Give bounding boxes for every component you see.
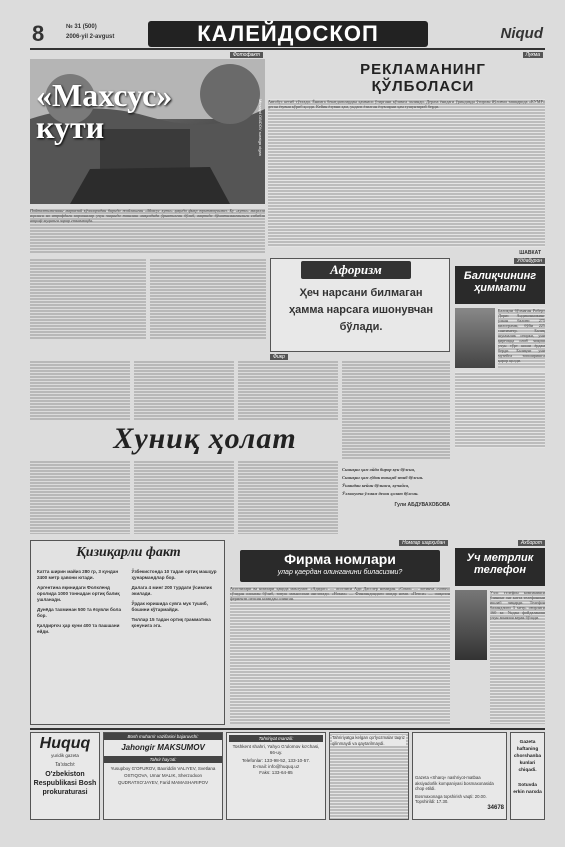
address: Toshkent shahri, Yahyo G'ulomov ko'chasi, 66-uy. — [232, 744, 320, 755]
printed-time: Bosmaxonaga topshirish vaqti: 20.00. Topshirildi: 17.30. — [415, 793, 487, 804]
poem-line: Ўлмагунча ўлмам деган ҳолат бўлсин. — [342, 491, 419, 496]
ad-title-line1: РЕКЛАМАНИНГ — [360, 61, 486, 78]
ad-title-line2: ҚЎЛБОЛАСИ — [371, 78, 475, 95]
article-tag: Номлар шарҳидан — [399, 540, 448, 546]
phones: Telefonlar: 133-98-52, 133-10-57. — [241, 758, 311, 763]
photo-article-continued-2 — [150, 258, 266, 340]
article-tag: Лукма — [523, 52, 544, 58]
board-label: Tahrir hay'ati: — [104, 756, 222, 763]
footer-logo-tagline: yuridik gazeta — [51, 753, 79, 758]
middle-article — [30, 356, 450, 536]
founder-label: Ta'sischi: — [54, 762, 76, 768]
company-title-box — [240, 550, 440, 582]
fishermen-title-line1: Балиқчининг — [463, 270, 537, 282]
fact-item: Тиллар 15 тадан ортиқ грамматика қонунига эга. — [131, 617, 211, 628]
footer-logo: Huquq — [39, 735, 91, 752]
fax: Faks: 133-64-85 — [259, 770, 293, 775]
paper-name: Niqud — [500, 25, 543, 42]
fact-item: Далага 4 минг 200 турдаги ўсимлик экилади. — [131, 585, 212, 596]
fact-item: Аргентина яқинидаги Фолкленд оролида 1000 тоннадан ортиқ балиқ ушланади. — [37, 585, 120, 602]
editorial-note: Tahririyatga kelgan qo'lyozmalar taqriz qilinmaydi va qaytarilmaydi. — [332, 735, 405, 746]
phone-title-line1: Уч метрлик — [466, 552, 534, 564]
fishermen-title-box — [455, 266, 545, 304]
article-tag: Фикр — [270, 354, 288, 360]
fact-item: Қалдирғоч ҳар куни 400 та пашшани ейди. — [37, 623, 120, 634]
phone-body: Уэлс телефон компанияси ўзининг энг катта телефонини ишлаб чиқарди. Телефон баландлиги 3 метр, оғирлиги 160 кг. Ундан фойдаланиш учун зинапоя керак бўлади. — [490, 590, 545, 724]
fishermen-body: Балиқчи бўлмаган Роберт Дорис Андиконникинг улкан балиғи 275 килограмм, бўйи 225 сантиметр. Балиқ шунчалик оғирки, уни қирғоққа олиб чиқиш учун тўрт киши ёрдам берди. Балиқчи уни музейга топширишга қарор қилди. — [498, 308, 545, 368]
publication-day: Gazeta haftaning chorshanba kunlari chiqadi. — [513, 740, 542, 773]
middle-body-col2 — [134, 360, 234, 420]
article-tag: Уддабурон — [514, 258, 545, 264]
middle-body-col3b — [238, 460, 338, 534]
fact-item: Катта ширин майиз 280 гр, 3 кундан 2400 метр ҳавони ютади. — [37, 569, 119, 580]
page-number: 8 — [32, 21, 45, 46]
article-tag: Фотофакт — [230, 52, 263, 58]
middle-body-col3 — [238, 360, 338, 420]
index-number: 34678 — [487, 804, 504, 811]
photo-title: «Махсус» кути — [36, 77, 173, 145]
middle-body-col1 — [30, 360, 130, 420]
footer-logo-box — [30, 732, 100, 820]
company-names-article — [230, 540, 450, 725]
company-title: Фирма номлари — [284, 551, 396, 567]
section-title-banner — [148, 21, 428, 47]
printing-info: Gazeta «Sharq» nashriyot-matbaa aksiyadorlik kompaniyasi bosmaxonasida chop etildi. — [415, 775, 494, 791]
aphorism-tag: Афоризм — [301, 261, 411, 279]
sotuvda: Sotuvda erkin narxda — [513, 783, 542, 795]
photo-credit: Mirsaiyd OBIDOV suratga olgan — [258, 99, 263, 156]
company-subtitle: улар қаердан олинганини биласизми? — [277, 569, 403, 576]
footer — [30, 728, 545, 820]
poem-author: Гули АБДУВАХОБОВА — [394, 502, 450, 508]
photo-article — [30, 51, 265, 256]
middle-body-col4 — [342, 360, 450, 460]
phone-title-box — [455, 548, 545, 586]
facts-title: Қизиқарли факт — [76, 545, 181, 560]
board: Yusupboy G'OFUROV, Baxriddin VALIYEV, Svetlana OSTIQOVA, Umar MALIK, Sherzodxon QUDRATXO'JAYEV, Farid MAMASHARIPOV — [110, 766, 216, 785]
header-rule — [30, 48, 545, 50]
phone-photo — [455, 590, 487, 660]
facts-box — [30, 540, 225, 725]
poem-line: Синиқни ҳам гўдак таъқиб этиб бўлсин. — [342, 475, 424, 480]
ad-signature: ШАВКАТ — [519, 250, 541, 256]
fact-item: Дунёда тахминан 500 та ёзувли бола бор. — [37, 607, 122, 618]
middle-body-col2b — [134, 460, 234, 534]
fishermen-body-continued — [455, 372, 545, 448]
phone-article — [455, 540, 545, 725]
email: E-mail: info@huquq.uz — [252, 764, 300, 769]
article-tag: Ахборот — [518, 540, 545, 546]
footer-right-box — [510, 732, 545, 820]
footer-note-box — [329, 732, 409, 820]
issue-date: 2006-yil 2-avgust — [66, 34, 115, 40]
photo-article-continued — [30, 258, 146, 340]
fish-photo — [455, 308, 495, 368]
photo-image — [30, 59, 265, 204]
fact-item: Ўрдак юришида сувга мук тушиб, бошини кўтармайди. — [131, 601, 208, 612]
fishermen-article — [455, 258, 545, 448]
facts-list — [37, 569, 220, 636]
aphorism-text: Ҳеч нарсани билмаган ҳамма нарсага ишонувчан бўлади. — [288, 287, 434, 333]
address-label: Tahririyat manzili: — [229, 735, 323, 742]
poem-line: Ўшандан кейин бўлинса, кучайса, — [342, 483, 410, 488]
chief-editor-label: Bosh muharrir vazifasini bajaruvchi: — [104, 733, 222, 740]
photo-article-body: Пойтахтимизнинг марказий кўчаларидан бирида жойлашган «Махсус кути» ҳақида фикр юритмоқчимиз. Бу «кути» маҳалла аҳолиси ва атрофдаги корхоналар учун чиқинди ташлаш мақсадида ўрнатилган бўлиб, вақтида бўшатилмаганлиги сабабли атроф-муҳитга зарар етказмоқда. — [30, 208, 265, 254]
middle-body-col1b — [30, 460, 130, 534]
phone-title-line2: телефон — [474, 564, 526, 576]
ad-article-body: Автобус кетиб тўхтади. Ёнимга бекатдагилардан ҳаммаси ўтиргани кўзимга чалинди. Дераза ёнидаги ўриндиқда ўтирган йўловчи ташқарида «КУМР» деган ёзувни кўриб қолди. Кейин ёзувни ҳам, ундаги ёзилган ёзувларни ҳам тушунтириб берди. — [268, 99, 545, 247]
poem — [342, 466, 450, 508]
middle-title: Хуниқ ҳолат — [113, 422, 297, 455]
footer-address-box — [226, 732, 326, 820]
issue-number: № 31 (500) — [66, 24, 97, 30]
chief-editor: Jahongir MAKSUMOV — [121, 743, 205, 752]
company-body: Асосчилари ва номлари ҳақида маълумот. «Адидас» — асосчиси Ади Дасслер номидан. «Сони» — лотинча «sonus» сўзидан олинган бўлиб, товуш маъносини англатади. «Нокиа» — Финляндиядаги шаҳар номи. «Пепси» — ошқозон ферменти пепсин номидан олинган. — [230, 586, 450, 724]
poem-line: Синиқни ҳам ойда бирор кун бўлсин, — [342, 467, 416, 472]
page-header — [30, 21, 545, 49]
ad-article-title — [308, 61, 538, 95]
aphorism-box — [270, 258, 450, 352]
footer-editor-box — [103, 732, 223, 820]
footer-print-box — [412, 732, 507, 820]
founder: O'zbekiston Respublikasi Bosh prokuraturasi — [33, 771, 97, 796]
ad-article — [268, 51, 545, 256]
fact-item: Ўзбекистонда 10 тадан ортиқ машҳур ҳунармандлар бор. — [131, 569, 217, 580]
section-title: КАЛЕЙДОСКОП — [197, 21, 379, 46]
fishermen-title-line2: ҳиммати — [474, 282, 526, 294]
